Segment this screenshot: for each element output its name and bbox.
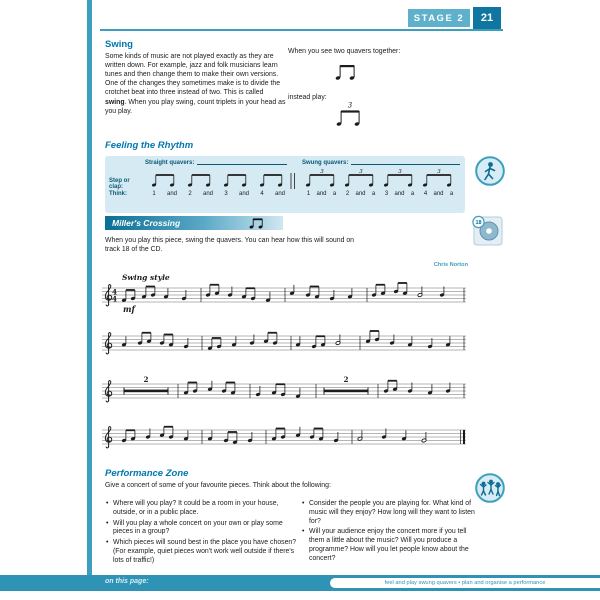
- tempo-marking: Swing style: [122, 273, 170, 282]
- piece-intro-text: When you play this piece, swing the quavers. You can hear how this will sound on track 18 of the CD.: [105, 237, 354, 254]
- two-quavers-icon: [331, 59, 361, 85]
- stage-badge: STAGE 2: [408, 9, 470, 27]
- piece-title-banner: Miller's Crossing: [105, 216, 283, 230]
- multirest-number: 2: [143, 375, 149, 384]
- bullet-list-left: [105, 500, 300, 568]
- straight-counts: [145, 191, 289, 197]
- swing-body-before: Some kinds of music are not played exactly as they are written down. For example, jazz and folk musicians learn tunes and then change them to make their own versions. One of the changes they sometimes make is to divide the crotchet beat into three instead of two. This is called: [105, 53, 281, 97]
- count-item: a: [410, 191, 415, 197]
- performance-icon: [474, 472, 506, 504]
- cd-track-number: 18: [475, 220, 482, 226]
- swing-triplet-icon: [330, 101, 370, 131]
- count-item: 3: [384, 191, 389, 197]
- count-item: 2: [345, 191, 350, 197]
- bullet-text: Consider the people you are playing for. What kind of music will they enjoy? How long will they want to listen for?: [309, 500, 475, 525]
- count-item: a: [332, 191, 337, 197]
- count-item: and: [394, 191, 405, 197]
- triplet-number: 3: [437, 168, 441, 175]
- bullet-text: Will your audience enjoy the concert more if you tell them a little about the music? Will you produce a programme? How will you let people know about the concert?: [309, 528, 469, 562]
- page-number: 21: [473, 7, 501, 29]
- header-rule: [100, 29, 503, 31]
- count-item: 1: [152, 191, 156, 197]
- count-item: and: [433, 191, 444, 197]
- step-clap-icon: [474, 155, 506, 187]
- bullet-text: Which pieces will sound best in the place you have chosen? (For example, quiet pieces won't work well outside if there's lots of traffic!): [113, 539, 297, 564]
- swung-quavers-label: Swung quavers:: [302, 160, 349, 166]
- think-label: Think:: [109, 191, 127, 197]
- count-item: and: [238, 191, 249, 197]
- count-item: 1: [306, 191, 311, 197]
- bullet-text: Where will you play? It could be a room in your house, outside, or in a public place.: [113, 500, 279, 516]
- bullet-item: [105, 500, 300, 518]
- footer-summary: feel and play swung quavers • plan and organise a performance: [330, 578, 600, 588]
- rhythm-notation: [105, 168, 465, 192]
- performance-intro: Give a concert of some of your favourite pieces. Think about the following:: [105, 482, 331, 489]
- swung-quavers-rule: [351, 164, 460, 165]
- count-item: 4: [423, 191, 428, 197]
- bullet-item: [301, 528, 475, 563]
- dynamic-marking: mf: [123, 304, 135, 314]
- straight-quavers-label: Straight quavers:: [145, 160, 195, 166]
- swung-counts: [302, 191, 458, 197]
- bullet-list-right: [301, 500, 475, 566]
- bullet-item: [105, 520, 300, 538]
- triplet-number: 3: [320, 168, 324, 175]
- count-item: 3: [224, 191, 228, 197]
- swing-body-after: . When you play swing, count triplets in your head as you play.: [105, 98, 286, 115]
- triplet-number: 3: [359, 168, 363, 175]
- banner-quavers-icon: [247, 215, 267, 231]
- count-item: 2: [188, 191, 192, 197]
- swing-body-text: [105, 52, 286, 116]
- performance-zone-heading: Performance Zone: [105, 468, 189, 479]
- count-item: a: [371, 191, 376, 197]
- footer-label: on this page:: [105, 578, 149, 585]
- multirest-number: 2: [343, 375, 349, 384]
- straight-quavers-rule: [197, 164, 287, 165]
- composer-credit: Chris Norton: [433, 262, 468, 268]
- count-item: 4: [260, 191, 264, 197]
- count-item: and: [166, 191, 177, 197]
- count-item: a: [449, 191, 454, 197]
- bullet-item: [301, 500, 475, 526]
- triplet-number: 3: [347, 101, 353, 110]
- two-quavers-caption: When you see two quavers together:: [288, 48, 401, 55]
- bullet-item: [105, 539, 300, 565]
- cd-icon: [471, 214, 503, 246]
- count-item: and: [316, 191, 327, 197]
- count-item: and: [355, 191, 366, 197]
- count-item: and: [202, 191, 213, 197]
- feeling-the-rhythm-heading: Feeling the Rhythm: [105, 140, 194, 151]
- bullet-text: Will you play a whole concert on your own or play some pieces in a group?: [113, 519, 283, 536]
- swing-heading: Swing: [105, 39, 133, 50]
- time-signature-top: 4: [111, 287, 118, 297]
- left-margin-stripe: [87, 0, 92, 575]
- instead-play-caption: instead play:: [288, 94, 327, 101]
- time-signature-bottom: 4: [111, 294, 118, 304]
- count-item: and: [274, 191, 285, 197]
- swing-bold-term: swing: [105, 98, 125, 106]
- triplet-number: 3: [398, 168, 402, 175]
- music-notation: [98, 270, 470, 466]
- step-or-clap-label: Step or clap:: [109, 178, 130, 190]
